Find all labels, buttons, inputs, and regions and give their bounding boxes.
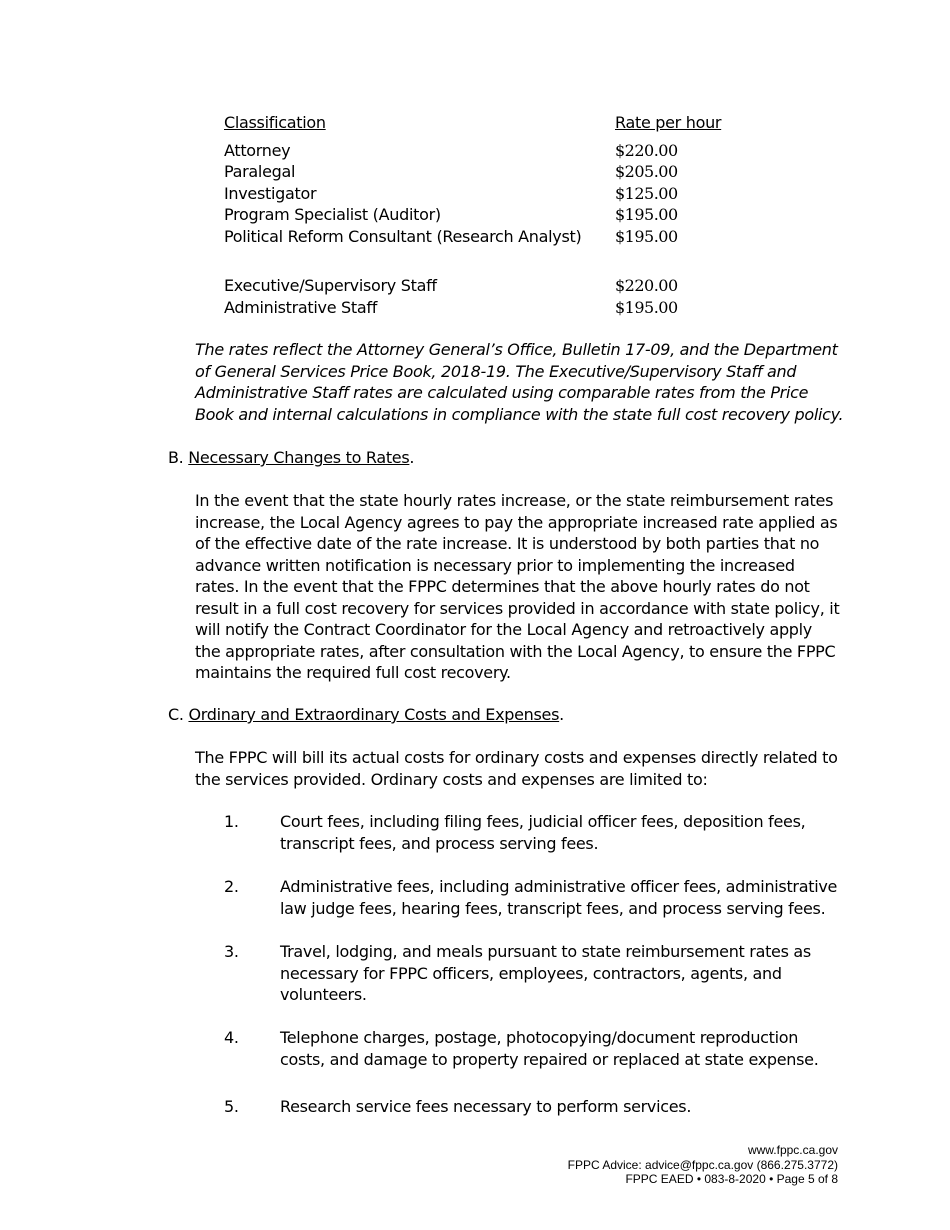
list-item bbox=[224, 1096, 844, 1118]
rate-classification: Investigator bbox=[224, 183, 317, 203]
rate-table-header bbox=[224, 112, 784, 134]
page-footer bbox=[568, 1143, 838, 1187]
rate-value: $195.00 bbox=[615, 205, 678, 224]
rate-value: $220.00 bbox=[615, 276, 678, 295]
section-b-heading bbox=[168, 447, 414, 469]
heading-period: . bbox=[409, 448, 415, 467]
rate-classification: Program Specialist (Auditor) bbox=[224, 205, 441, 224]
list-number: 2. bbox=[224, 877, 239, 896]
rate-row bbox=[224, 161, 784, 183]
rate-row bbox=[224, 183, 784, 205]
list-number: 1. bbox=[224, 812, 239, 831]
list-text: Travel, lodging, and meals pursuant to state reimbursement rates as necessary for FPPC officers, employees, contractors, agents, and volunteers. bbox=[280, 942, 811, 1004]
heading-period: . bbox=[559, 705, 564, 724]
rate-value: $195.00 bbox=[615, 297, 678, 317]
rate-value: $205.00 bbox=[615, 162, 678, 181]
rate-header: Rate per hour bbox=[615, 113, 722, 132]
rates-note: The rates reflect the Attorney General’s Office, Bulletin 17-09, and the Department of General Services Price Book, 2018-19. The Executive/Supervisory Staff and Administrative Staff rates are calculated using comparable rates from the Price Book and internal calculations in compliance with the state full cost recovery policy. bbox=[195, 340, 844, 424]
rate-row bbox=[224, 275, 784, 297]
section-c-heading bbox=[168, 704, 564, 726]
rate-row bbox=[224, 204, 784, 226]
rate-table bbox=[224, 112, 784, 318]
list-text: Research service fees necessary to perform services. bbox=[280, 1097, 692, 1116]
list-item bbox=[224, 811, 844, 854]
rate-classification: Political Reform Consultant (Research Analyst) bbox=[224, 226, 582, 246]
rate-row bbox=[224, 297, 784, 319]
rate-value: $125.00 bbox=[615, 183, 678, 203]
section-c-intro: The FPPC will bill its actual costs for ordinary costs and expenses directly related to the services provided. Ordinary costs and expenses are limited to: bbox=[195, 748, 838, 789]
rate-value: $220.00 bbox=[615, 140, 678, 160]
list-number: 3. bbox=[224, 942, 239, 961]
section-title: Necessary Changes to Rates bbox=[188, 448, 410, 467]
rate-row bbox=[224, 140, 784, 162]
footer-website: www.fppc.ca.gov bbox=[747, 1143, 838, 1157]
list-text: Telephone charges, postage, photocopying/document reproduction costs, and damage to property repaired or replaced at state expense. bbox=[280, 1028, 819, 1069]
list-number: 4. bbox=[224, 1028, 239, 1047]
section-letter: B. bbox=[168, 448, 184, 467]
list-item bbox=[224, 941, 844, 1006]
list-text: Administrative fees, including administrative officer fees, administrative law judge fees, hearing fees, transcript fees, and process serving fees. bbox=[280, 877, 838, 918]
list-text: Court fees, including filing fees, judicial officer fees, deposition fees, transcript fees, and process serving fees. bbox=[280, 812, 806, 853]
rate-classification: Administrative Staff bbox=[224, 297, 378, 317]
classification-header: Classification bbox=[224, 113, 326, 132]
rate-value: $195.00 bbox=[615, 226, 678, 246]
rate-table-spacer bbox=[224, 247, 784, 275]
rate-classification: Paralegal bbox=[224, 162, 296, 181]
section-title: Ordinary and Extraordinary Costs and Expenses bbox=[188, 705, 560, 724]
rate-row bbox=[224, 226, 784, 248]
rate-classification: Executive/Supervisory Staff bbox=[224, 276, 437, 295]
list-number: 5. bbox=[224, 1097, 239, 1116]
footer-doc-info: FPPC EAED • 083-8-2020 • Page 5 of 8 bbox=[625, 1172, 838, 1186]
section-b-body: In the event that the state hourly rates increase, or the state reimbursement rates increase, the Local Agency agrees to pay the appropriate increased rate applied as of the effective date of the rate increase. It is understood by both parties that no advance written notification is necessary prior to implementing the increased rates. In the event that the FPPC determines that the above hourly rates do not result in a full cost recovery for services provided in accordance with state policy, it will notify the Contract Coordinator for the Local Agency and retroactively apply the appropriate rates, after consultation with the Local Agency, to ensure the FPPC maintains the required full cost recovery. bbox=[195, 491, 840, 682]
footer-advice: FPPC Advice: advice@fppc.ca.gov (866.275.3772) bbox=[567, 1157, 838, 1172]
list-item bbox=[224, 876, 844, 919]
rate-classification: Attorney bbox=[224, 140, 291, 160]
section-letter: C. bbox=[168, 705, 184, 724]
list-item bbox=[224, 1027, 844, 1070]
